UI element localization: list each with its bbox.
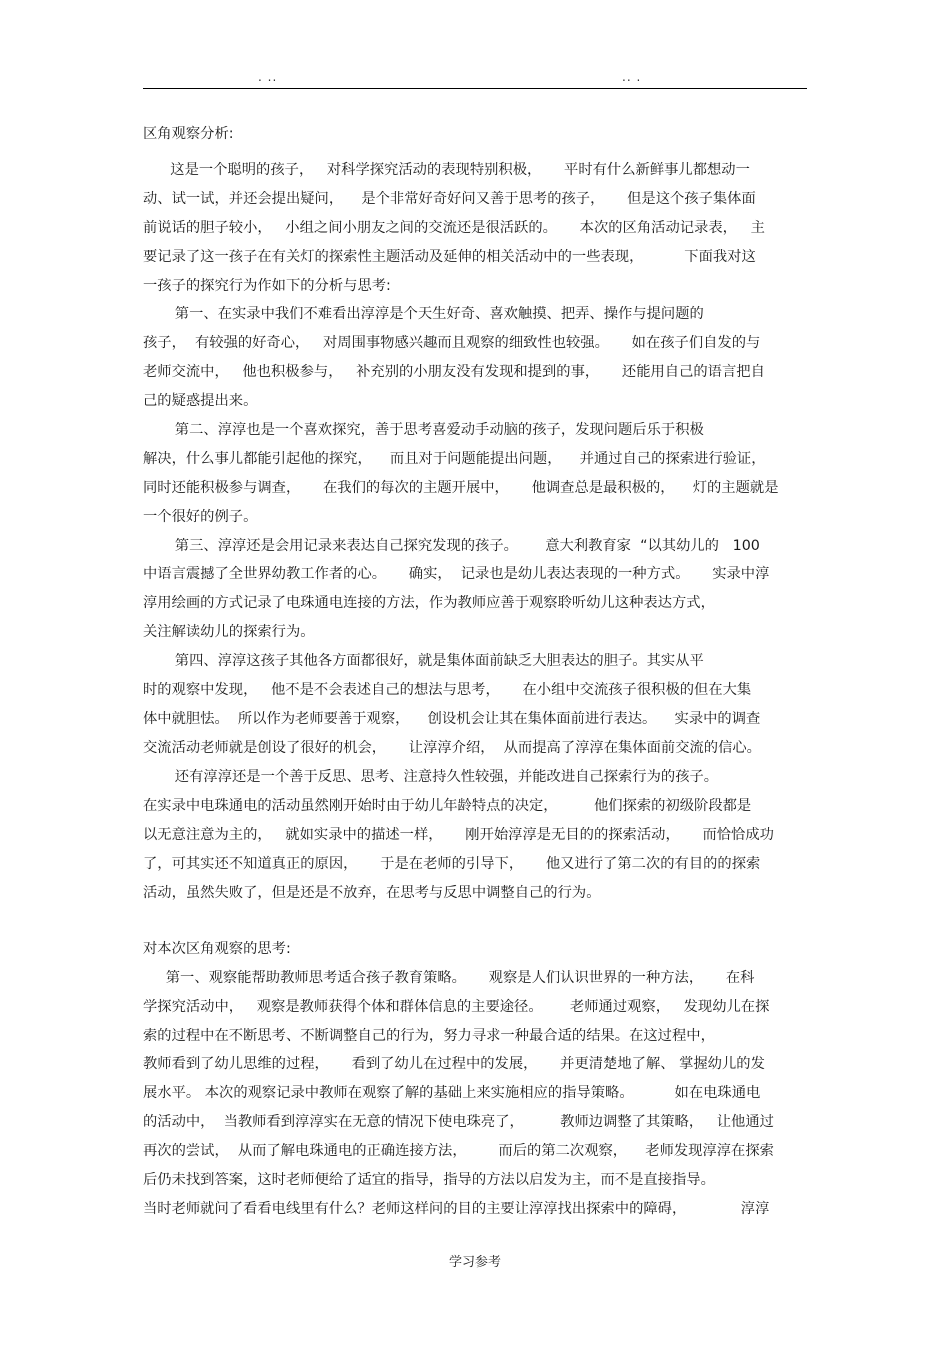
text-line: 这是一个聪明的孩子， 对科学探究活动的表现特别积极， 平时有什么新鲜事儿都想动一 [143,162,750,178]
text-line: 再次的尝试， 从而了解电珠通电的正确连接方法， 而后的第二次观察， 老师发现淳淳在探索 [143,1143,774,1159]
text-line: 解决，什么事儿都能引起他的探究， 而且对于问题能提出问题， 并通过自己的探索进行验证， [143,451,766,467]
text-line: 一孩子的探究行为作如下的分析与思考: [143,278,391,294]
text-line: 教师看到了幼儿思维的过程， 看到了幼儿在过程中的发展， 并更清楚地了解、 掌握幼儿的发 [143,1056,765,1072]
header-dots-left: . .. [258,70,278,84]
text-line: 索的过程中在不断思考、不断调整自己的行为，努力寻求一种最合适的结果。在这过程中， [143,1028,715,1044]
text-line: 当时老师就问了看看电线里有什么？老师这样问的目的主要让淳淳找出探索中的障碍， 淳淳 [143,1201,770,1217]
text-line: 第四、淳淳这孩子其他各方面都很好，就是集体面前缺乏大胆表达的胆子。其实从平 [143,653,704,669]
text-line: 淳用绘画的方式记录了电珠通电连接的方法，作为教师应善于观察聆听幼儿这种表达方式， [143,595,715,611]
text-line: 要记录了这一孩子在有关灯的探索性主题活动及延伸的相关活动中的一些表现， 下面我对这 [143,249,756,265]
text-line: 孩子， 有较强的好奇心， 对周围事物感兴趣而且观察的细致性也较强。 如在孩子们自发的与 [143,335,761,351]
text-line: 学探究活动中， 观察是教师获得个体和群体信息的主要途径。 老师通过观察， 发现幼儿在探 [143,999,770,1015]
text-line: 在实录中电珠通电的活动虽然刚开始时由于幼儿年龄特点的决定， 他们探索的初级阶段都是 [143,798,752,814]
text-line: 前说话的胆子较小， 小组之间小朋友之间的交流还是很活跃的。 本次的区角活动记录表， 主 [143,220,765,236]
text-line: 了，可其实还不知道真正的原因， 于是在老师的引导下， 他又进行了第二次的有目的的探索 [143,856,761,872]
text-line: 以无意注意为主的， 就如实录中的描述一样， 刚开始淳淳是无目的的探索活动， 而恰恰成功 [143,827,774,843]
text-line: 第一、观察能帮助教师思考适合孩子教育策略。 观察是人们认识世界的一种方法， 在科 [143,970,755,986]
text-line: 己的疑惑提出来。 [143,393,258,409]
text-line: 同时还能积极参与调查， 在我们的每次的主题开展中， 他调查总是最积极的， 灯的主题就是 [143,480,779,496]
text-line: 交流活动老师就是创设了很好的机会， 让淳淳介绍， 从而提高了淳淳在集体面前交流的信心。 [143,740,761,756]
text-line: 第二、淳淳也是一个喜欢探究，善于思考喜爱动手动脑的孩子，发现问题后乐于积极 [143,422,704,438]
text-line: 时的观察中发现， 他不是不会表述自己的想法与思考， 在小组中交流孩子很积极的但在大集 [143,682,752,698]
text-line: 展水平。 本次的观察记录中教师在观察了解的基础上来实施相应的指导策略。 如在电珠通电 [143,1085,761,1101]
text-line: 的活动中， 当教师看到淳淳实在无意的情况下使电珠亮了， 教师边调整了其策略， 让他通过 [143,1114,774,1130]
text-line: 关注解读幼儿的探索行为。 [143,624,315,640]
text-line: 第三、淳淳还是会用记录来表达自己探究发现的孩子。 意大利教育家 “以其幼儿的 100 [143,538,760,554]
text-line: 动、试一试，并还会提出疑问， 是个非常好奇好问又善于思考的孩子， 但是这个孩子集体面 [143,191,756,207]
text-line: 体中就胆怯。 所以作为老师要善于观察， 创设机会让其在集体面前进行表达。 实录中的调查 [143,711,761,727]
text-line: 老师交流中， 他也积极参与， 补充别的小朋友没有发现和提到的事， 还能用自己的语言把自 [143,364,765,380]
text-line: 中语言震撼了全世界幼教工作者的心。 确实， 记录也是幼儿表达表现的一种方式。 实录中淳 [143,566,770,582]
section-heading: 区角观察分析: [143,126,234,142]
section-heading: 对本次区角观察的思考: [143,941,291,957]
page-footer: 学习参考 [448,1255,501,1270]
header-dots-right: .. . [622,70,642,84]
text-line: 活动，虽然失败了，但是还是不放弃，在思考与反思中调整自己的行为。 [143,885,601,901]
text-line: 第一、在实录中我们不难看出淳淳是个天生好奇、喜欢触摸、把弄、操作与提问题的 [143,306,704,322]
header-rule [143,88,807,89]
text-line: 后仍未找到答案，这时老师便给了适宜的指导，指导的方法以启发为主，而不是直接指导。 [143,1172,715,1188]
text-line: 还有淳淳还是一个善于反思、思考、注意持久性较强，并能改进自己探索行为的孩子。 [143,769,719,785]
text-line: 一个很好的例子。 [143,509,258,525]
